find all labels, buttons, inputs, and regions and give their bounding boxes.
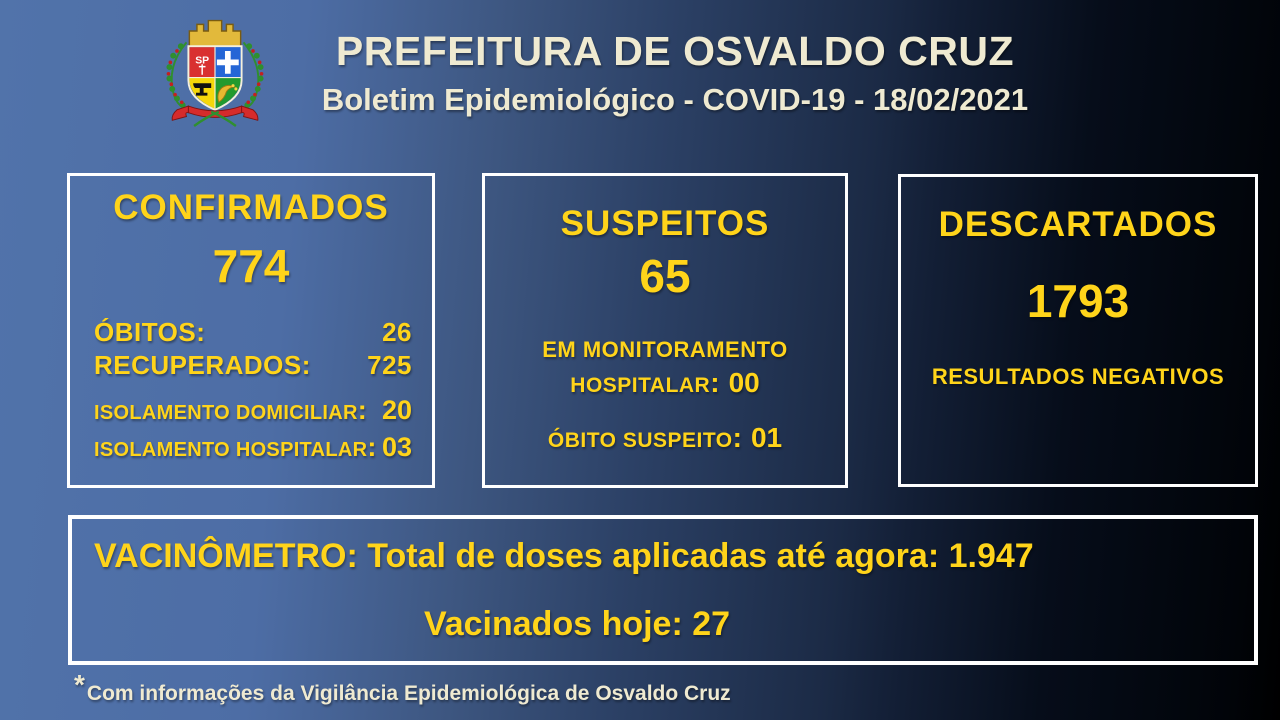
suspected-death-row [548,421,782,460]
footnote-asterisk: * [74,669,85,700]
hospital-monitoring-value: 00 [728,367,760,398]
suspected-death-colon: : [732,422,742,453]
hospital-isolation-value: 03 [381,432,412,462]
confirmed-stats [70,316,432,382]
hospital-monitoring-label: HOSPITALAR [570,374,711,397]
hospital-isolation-label: ISOLAMENTO HOSPITALAR [94,439,368,461]
page-title: PREFEITURA DE OSVALDO CRUZ [335,28,1015,74]
suspected-death-value: 01 [750,422,783,453]
recovered-row [94,349,412,382]
source-note [74,670,731,709]
deaths-value: 26 [382,317,412,347]
laurel-branch-right-icon [244,42,264,108]
shield-icon [188,46,241,110]
page-subtitle: Boletim Epidemiológico - COVID-19 - 18/02/2021 [321,82,1029,117]
source-note-text: Com informações da Vigilância Epidemiológica de Osvaldo Cruz [86,682,731,705]
deaths-row [94,316,412,349]
discarded-card-title: DESCARTADOS [938,205,1218,244]
vaccine-total-line: VACINÔMETRO: Total de doses aplicadas até agora: 1.947 [94,537,1034,575]
laurel-branch-left-icon [167,42,187,108]
home-isolation-colon: : [357,395,367,425]
confirmed-card [67,173,435,488]
home-isolation-label-group [94,394,367,431]
vaccine-meter-panel [68,515,1258,665]
suspected-total-value: 65 [639,250,691,302]
hospital-monitoring-row [570,366,759,405]
header-titles [270,26,1080,118]
recovered-label: RECUPERADOS: [94,350,311,380]
suspected-death-label: ÓBITO SUSPEITO [547,429,733,452]
confirmed-total-value: 774 [212,240,290,292]
isolation-stats [70,394,432,468]
hospital-isolation-colon: : [367,432,377,462]
home-isolation-row [94,394,412,431]
suspected-card [482,173,848,488]
logo-sp-letters: SP [195,55,210,67]
discarded-card [898,174,1258,487]
hospital-monitoring-colon: : [710,367,720,398]
discarded-total-value: 1793 [1026,275,1130,327]
recovered-value: 725 [367,350,412,380]
hospital-isolation-row [94,431,412,468]
deaths-label: ÓBITOS: [94,317,206,347]
confirmed-card-title: CONFIRMADOS [113,188,389,227]
city-coat-of-arms-logo [158,8,272,130]
crown-icon [189,21,240,47]
monitoring-heading: EM MONITORAMENTO [542,337,788,362]
home-isolation-value: 20 [381,395,412,425]
negative-results-caption: RESULTADOS NEGATIVOS [931,364,1225,389]
vaccinated-today-line: Vacinados hoje: 27 [423,605,731,643]
suspected-card-title: SUSPEITOS [560,204,770,243]
home-isolation-label: ISOLAMENTO DOMICILIAR [94,402,358,424]
hospital-isolation-label-group [94,431,376,468]
